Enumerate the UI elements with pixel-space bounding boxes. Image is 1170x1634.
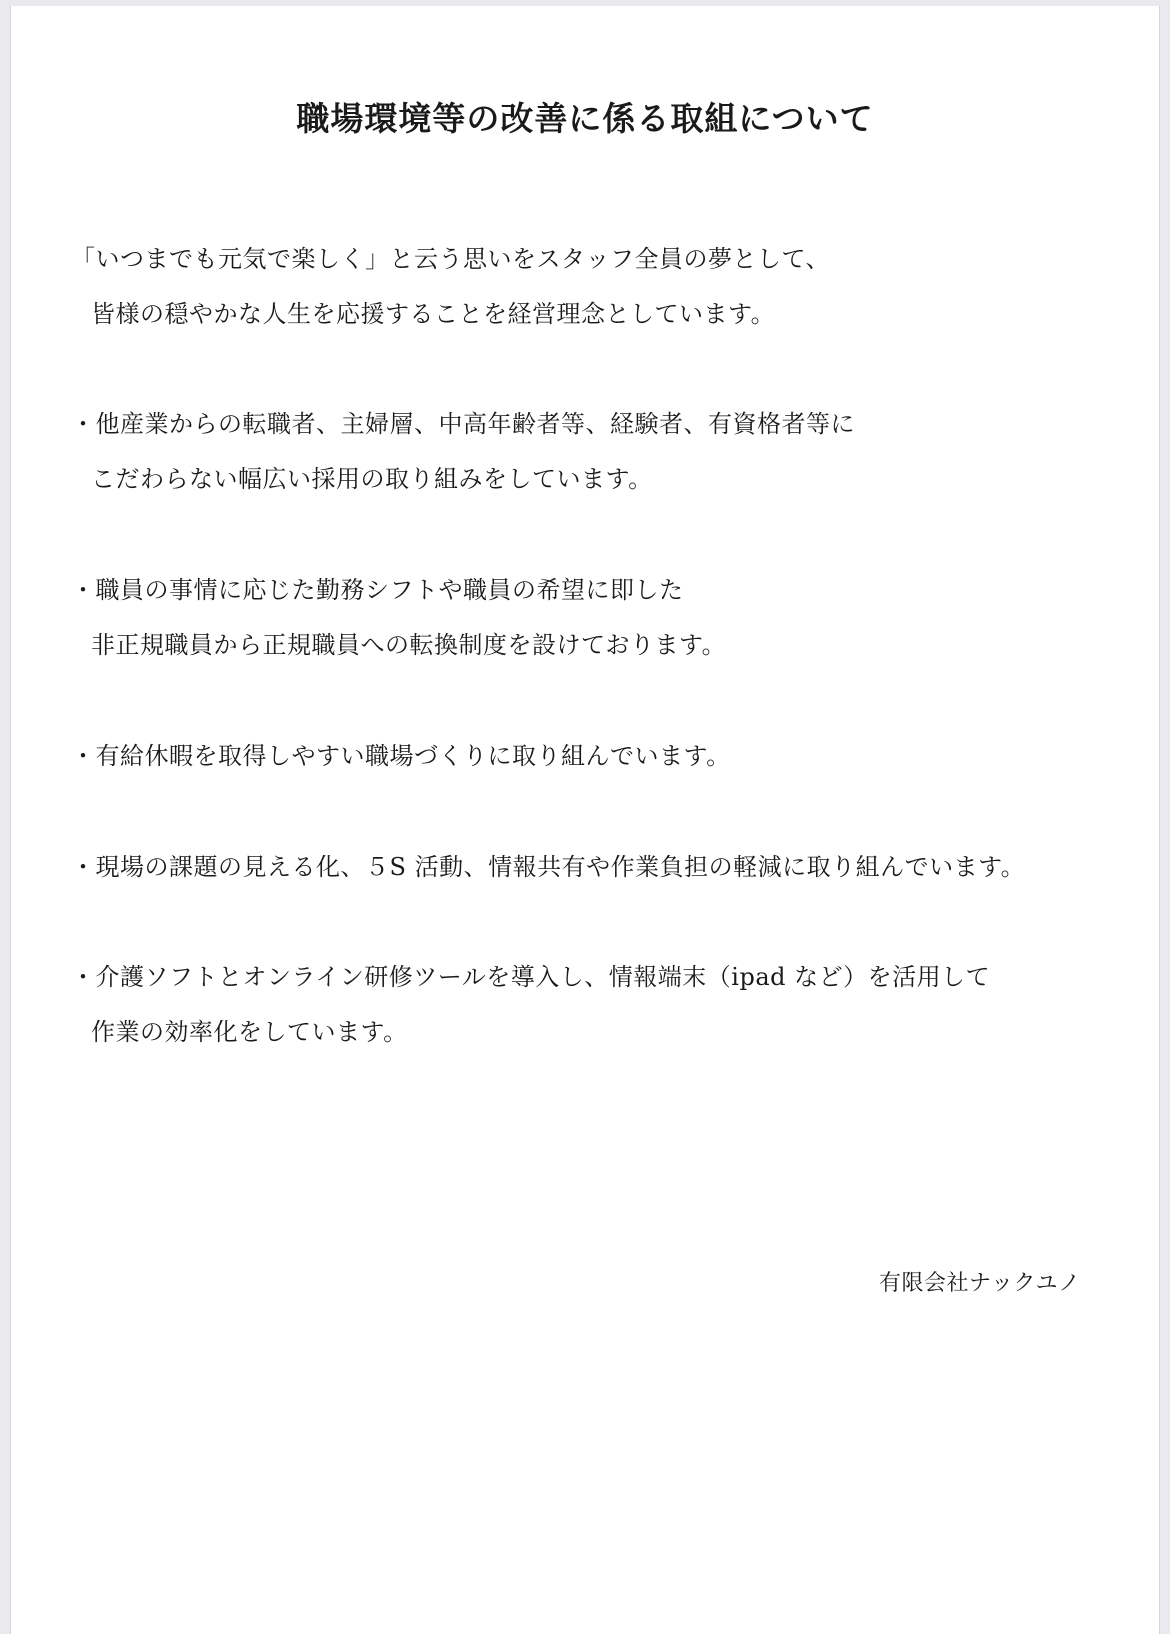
list-item-4-line-1: ・現場の課題の見える化、５S 活動、情報共有や作業負担の軽減に取り組んでいます。 <box>71 853 1026 881</box>
list-item-5-line-2: 作業の効率化をしています。 <box>91 1018 408 1046</box>
list-item-2-line-1: ・職員の事情に応じた勤務シフトや職員の希望に即した <box>71 576 684 604</box>
company-name: 有限会社ナックユノ <box>879 1271 1081 1296</box>
list-item-5-line-1: ・介護ソフトとオンライン研修ツールを導入し、情報端末（ipad など）を活用して <box>71 963 991 991</box>
document-page <box>10 6 1160 1634</box>
list-item-1-line-2: こだわらない幅広い採用の取り組みをしています。 <box>91 465 653 493</box>
intro-line-2: 皆様の穏やかな人生を応援することを経営理念としています。 <box>91 300 776 328</box>
list-item-1-line-1: ・他産業からの転職者、主婦層、中高年齢者等、経験者、有資格者等に <box>71 410 855 438</box>
intro-line-1: 「いつまでも元気で楽しく」と云う思いをスタッフ全員の夢として、 <box>71 245 831 273</box>
list-item-3-line-1: ・有給休暇を取得しやすい職場づくりに取り組んでいます。 <box>71 742 731 770</box>
page-title: 職場環境等の改善に係る取組について <box>296 99 874 138</box>
list-item-2-line-2: 非正規職員から正規職員への転換制度を設けております。 <box>91 631 727 659</box>
